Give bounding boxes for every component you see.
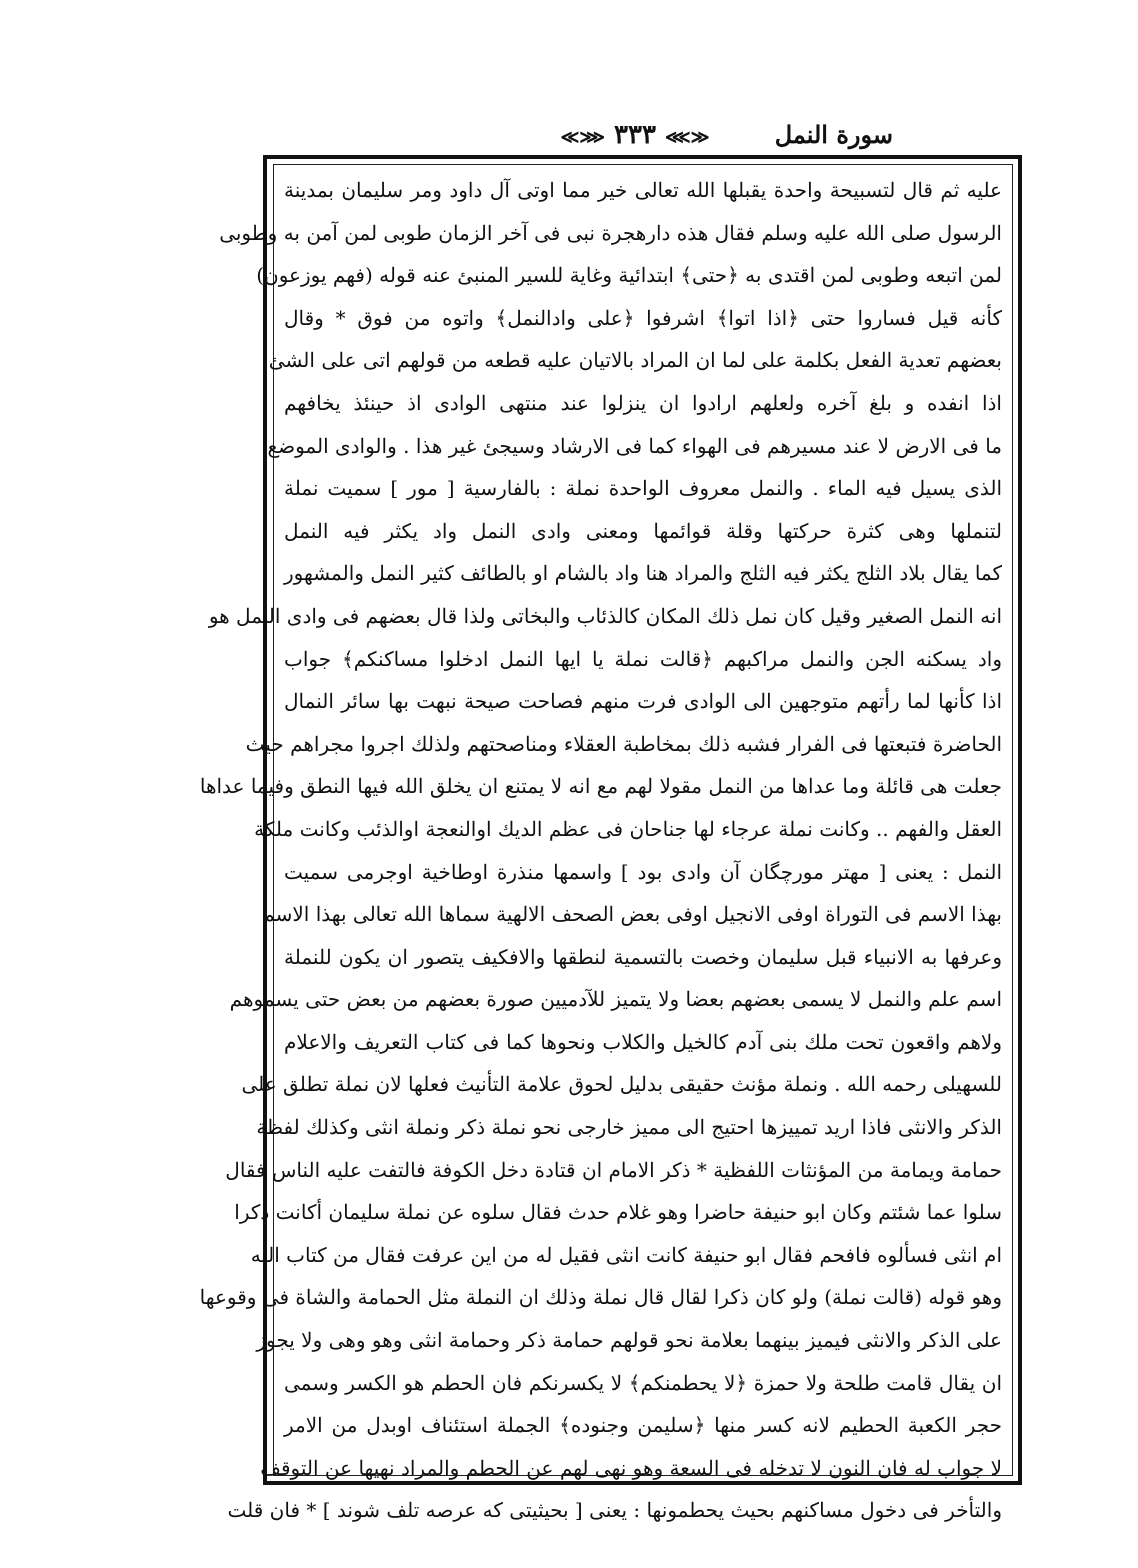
page-number-block [555, 118, 715, 155]
text-line: الرسول صلى الله عليه وسلم فقال هذه دارهجرة نبى فى آخر الزمان طوبى لمن آمن به وطوبى [219, 220, 1002, 245]
text-line: جعلت هى قائلة وما عداها من النمل مقولا لهم مع انه لا يمتنع ان يخلق الله فيها النطق وفيما عداها [199, 774, 1002, 799]
text-line: النمل : يعنى [ مهتر مورچگان آن وادى بود ] واسمها منذرة اوطاخية اوجرمى سميت [284, 859, 1002, 884]
text-line: بعضهم تعدية الفعل بكلمة على لما ان المراد بالاتيان عليه قطعه من قولهم اتى على الشئ [268, 348, 1002, 373]
ornament-right: ⋘≫ [560, 127, 605, 148]
text-line: ان يقال قامت طلحة ولا حمزة ﴿لا يحطمنكم﴾ لا يكسرنكم فان الحطم هو الكسر وسمى [284, 1370, 1003, 1395]
text-line: ولاهم واقعون تحت ملك بنى آدم كالخيل والكلاب ونحوها كما فى كتاب التعريف والاعلام [284, 1029, 1002, 1054]
text-line: وهو قوله (قالت نملة) ولو كان ذكرا لقال قال نملة وذلك ان النملة مثل الحمامة والشاة فى وقوعها [199, 1285, 1002, 1310]
surah-title: سورة النمل [774, 120, 893, 149]
page-number: ٣٣٣ [614, 120, 656, 150]
text-line: اسم علم والنمل لا يسمى بعضهم بعضا ولا يتميز للآدميين صورة بعضهم من بعض حتى يسموهم [229, 987, 1002, 1012]
text-line: اذا انفده و بلغ آخره ولعلهم ارادوا ان ينزلوا عند منتهى الوادى اذ حينئذ يخافهم [284, 390, 1002, 415]
text-frame [199, 164, 1013, 1523]
text-line: حمامة ويمامة من المؤنثات اللفظية * ذكر الامام ان قتادة دخل الكوفة فالتفت عليه الناس فقال [225, 1157, 1002, 1182]
text-line: حجر الكعبة الحطيم لانه كسر منها ﴿سليمن وجنوده﴾ الجملة استئناف اوبدل من الامر [284, 1413, 1002, 1438]
text-line: والتأخر فى دخول مساكنهم بحيث يحطمونها : يعنى [ بحيثيتى كه عرصه تلف شوند ] * فان قلت [227, 1498, 1002, 1523]
text-line: لمن اتبعه وطوبى لمن اقتدى به ﴿حتى﴾ ابتدائية وغاية للسير المنبئ عنه قوله (فهم يوزعون) [256, 263, 1002, 288]
text-line: اذا كأنها لما رأتهم متوجهين الى الوادى فرت منهم فصاحت صيحة نبهت بها سائر النمال [284, 689, 1002, 714]
text-line: سلوا عما شئتم وكان ابو حنيفة حاضرا وهو غلام حدث فقال سلوه عن نملة سليمان أكانت ذكرا [234, 1200, 1002, 1225]
page-header [0, 118, 1138, 158]
text-line: لتنملها وهى كثرة حركتها وقلة قوائمها ومعنى وادى النمل واد يكثر فيه النمل [284, 518, 1002, 543]
text-line: انه النمل الصغير وقيل كان نمل ذلك المكان كالذئاب والبخاتى ولذا قال بعضهم فى وادى النمل هو [208, 603, 1002, 628]
text-line: وعرفها به الانبياء قبل سليمان وخصت بالتسمية لنطقها والافكيف يتصور ان يكون للنملة [284, 944, 1002, 969]
text-line: للسهيلى رحمه الله . ونملة مؤنث حقيقى بدليل لحوق علامة التأنيث فعلها لان نملة تطلق على [241, 1072, 1002, 1097]
text-line: كأنه قيل فساروا حتى ﴿اذا اتوا﴾ اشرفوا ﴿على وادالنمل﴾ واتوه من فوق * وقال [284, 305, 1002, 330]
text-line: بهذا الاسم فى التوراة اوفى الانجيل اوفى بعض الصحف الالهية سماها الله تعالى بهذا الاسم [262, 902, 1002, 927]
text-line: ام انثى فسألوه فافحم فقال ابو حنيفة كانت انثى فقيل له من اين عرفت فقال من كتاب الله [250, 1242, 1002, 1267]
text-line: واد يسكنه الجن والنمل مراكبهم ﴿قالت نملة يا ايها النمل ادخلوا مساكنكم﴾ جواب [284, 646, 1002, 671]
ornament-left: ≪⋙ [665, 127, 710, 148]
text-line: الذى يسيل فيه الماء . والنمل معروف الواحدة نملة : بالفارسية [ مور ] سميت نملة [284, 476, 1002, 501]
text-line: الحاضرة فتبعتها فى الفرار فشبه ذلك بمخاطبة العقلاء ومناصحتهم ولذلك اجروا مجراهم حيث [245, 731, 1002, 756]
body-text [199, 169, 1003, 1532]
text-line: ما فى الارض لا عند مسيرهم فى الهواء كما فى الارشاد وسيجئ غير هذا . والوادى الموضع [267, 433, 1002, 458]
text-line: الذكر والانثى فاذا اريد تمييزها احتيج الى مميز خارجى نحو نملة ذكر ونملة انثى وكذلك لفظة [256, 1115, 1002, 1140]
text-line: عليه ثم قال لتسبيحة واحدة يقبلها الله تعالى خير مما اوتى آل داود ومر سليمان بمدينة [284, 178, 1002, 202]
text-line: على الذكر والانثى فيميز بينهما بعلامة نحو قولهم حمامة ذكر وحمامة انثى وهو وهى ولا يجوز [256, 1328, 1002, 1353]
text-line: كما يقال بلاد الثلج يكثر فيه الثلج والمراد هنا واد بالشام او بالطائف كثير النمل والمشهور [284, 561, 1002, 586]
text-line: العقل والفهم .. وكانت نملة عرجاء لها جناحان فى عظم الديك اوالنعجة اوالذئب وكانت ملكة [254, 816, 1002, 841]
text-line: لا جواب له فان النون لا تدخله فى السعة وهو نهى لهم عن الحطم والمراد نهيها عن التوقف [260, 1455, 1002, 1480]
